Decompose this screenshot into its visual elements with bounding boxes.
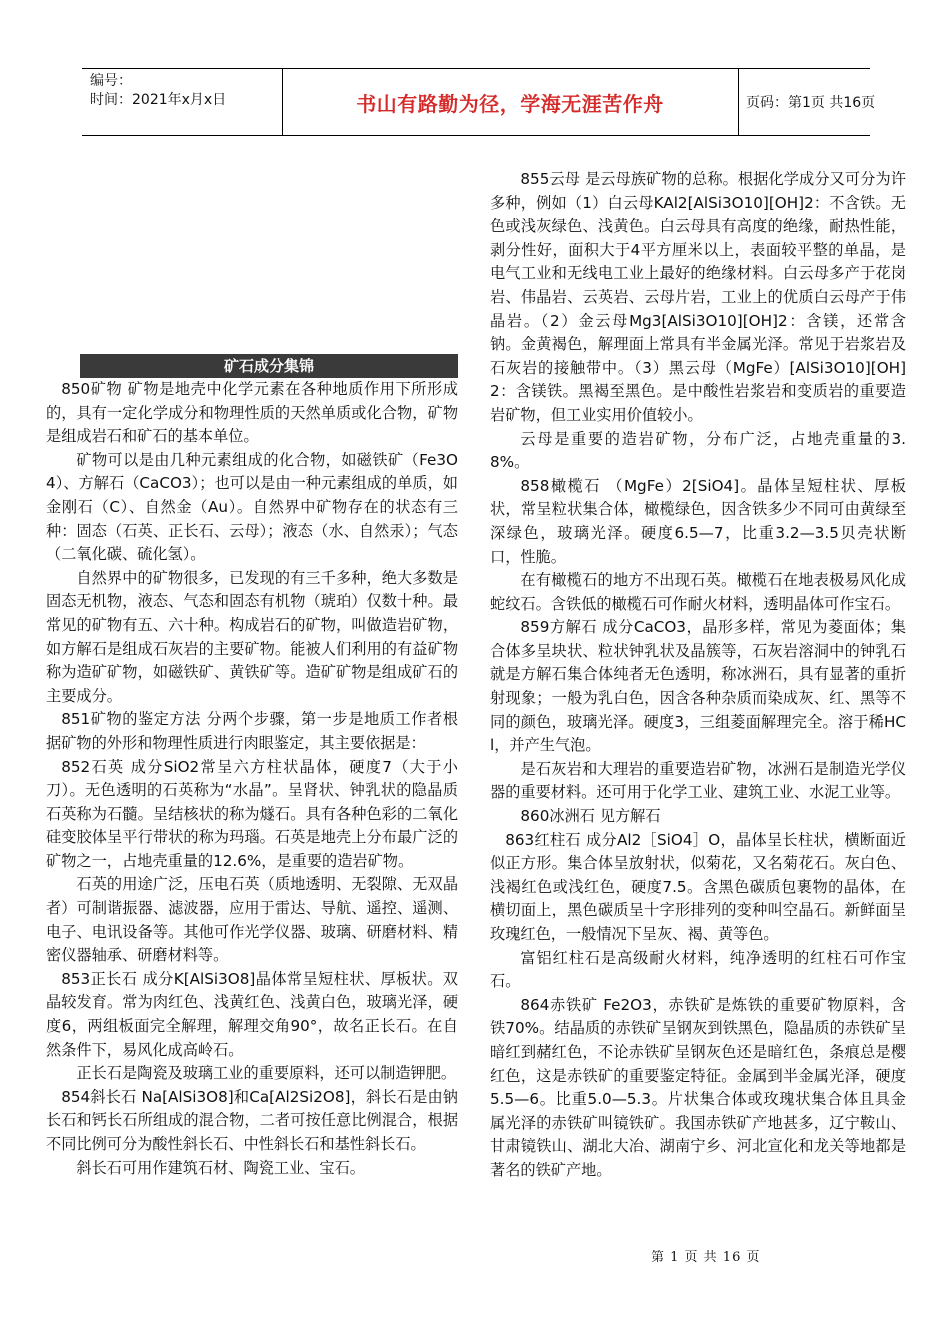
- paragraph: 853正长石 成分K[AlSi3O8]晶体常呈短柱状、厚板状。双晶较发育。常为肉红色、浅黄红色、浅黄白色，玻璃光泽，硬度6，两组板面完全解理，解理交角90°，故名正长石。在自然条件下，易风化成高岭石。: [46, 969, 458, 1059]
- paragraph: 855云母 是云母族矿物的总称。根据化学成分又可分为许多种，例如（1）白云母KAl2[AlSi3O10][OH]2：不含铁。无色或浅灰绿色、浅黄色。白云母具有高度的绝缘，耐热性能，剥分性好，面积大于4平方厘米以上，表面较平整的单晶，是电气工业和无线电工业上最好的绝缘材料。白云母多产于花岗岩、伟晶岩、云英岩、云母片岩，工业上的优质白云母产于伟晶岩。（2）金云母Mg3[AlSi3O10][OH]2：含镁，还常含钠。金黄褐色，解理面上常具有半金属光泽。常见于岩浆岩及石灰岩的接触带中。（3）黑云母（MgFe）[AlSi3O10][OH]2：含镁铁。黑褐至黑色。是中酸性岩浆岩和变质岩的重要造岩矿物，但工业实用价值较小。: [490, 170, 906, 424]
- paragraph: 859方解石 成分CaCO3，晶形多样，常见为菱面体；集合体多呈块状、粒状钟乳状及晶簇等，石灰岩溶洞中的钟乳石就是方解石集合体纯者无色透明，称冰洲石，具有显著的重折射现象；一般为乳白色，因含各种杂质而染成灰、红、黑等不同的颜色，玻璃光泽。硬度3，三组菱面解理完全。溶于稀HCl，并产生气泡。: [490, 618, 906, 755]
- paragraph: 863红柱石 成分Al2［SiO4］O，晶体呈长柱状，横断面近似正方形。集合体呈放射状，似菊花，又名菊花石。灰白色、浅褐红色或浅红色，硬度7.5。含黑色碳质包裹物的晶体，在横切面上，黑色碳质呈十字形排列的变种叫空晶石。新鲜面呈玫瑰红色，一般情况下呈灰、褐、黄等色。: [490, 830, 906, 943]
- header-motto-cell: [282, 69, 739, 135]
- paragraph: 854斜长石 Na[AlSi3O8]和Ca[Al2Si2O8]，斜长石是由钠长石和钙长石所组成的混合物，二者可按任意比例混合，根据不同比例可分为酸性斜长石、中性斜长石和基性斜长石。: [46, 1087, 458, 1153]
- paragraph: 正长石是陶瓷及玻璃工业的重要原料，还可以制造钾肥。: [76, 1064, 457, 1083]
- document-number: 编号：: [90, 73, 132, 89]
- paragraph: 斜长石可用作建筑石材、陶瓷工业、宝石。: [76, 1158, 365, 1177]
- page-header: [82, 68, 876, 136]
- header-page-code: 页码：第1页 共16页: [746, 95, 876, 111]
- left-column: [46, 378, 458, 1180]
- header-info-cell: [82, 69, 283, 135]
- paragraph: 858橄榄石 （MgFe）2[SiO4]。晶体呈短柱状、厚板状，常呈粒状集合体，橄榄绿色，因含铁多少不同可由黄绿至深绿色，玻璃光泽。硬度6.5—7，比重3.2—3.5贝壳状断口，性脆。: [490, 476, 906, 566]
- page-footer: 第 1 页 共 16 页: [651, 1250, 761, 1265]
- section-title-bar: [80, 354, 458, 378]
- paragraph: 云母是重要的造岩矿物，分布广泛，占地壳重量的3.8%。: [490, 429, 906, 472]
- paragraph: 850矿物 矿物是地壳中化学元素在各种地质作用下所形成的，具有一定化学成分和物理性质的天然单质或化合物，矿物是组成岩石和矿石的基本单位。: [46, 380, 458, 446]
- header-motto: 书山有路勤为径，学海无涯苦作舟: [356, 92, 664, 116]
- paragraph: 860冰洲石 见方解石: [520, 807, 661, 826]
- paragraph: 在有橄榄石的地方不出现石英。橄榄石在地表极易风化成蛇纹石。含铁低的橄榄石可作耐火材料，透明晶体可作宝石。: [490, 571, 906, 613]
- header-page-cell: [738, 69, 876, 135]
- paragraph: 是石灰岩和大理岩的重要造岩矿物，冰洲石是制造光学仪器的重要材料。还可用于化学工业、建筑工业、水泥工业等。: [490, 759, 906, 802]
- document-date: 时间：2021年x月x日: [90, 92, 227, 108]
- right-column: [490, 168, 906, 1183]
- paragraph: 矿物可以是由几种元素组成的化合物，如磁铁矿（Fe3O4）、方解石（CaCO3）；也可以是由一种元素组成的单质，如金刚石（C）、自然金（Au）。自然界中矿物存在的状态有三种：固态（石英、正长石、云母）；液态（水、自然汞）；气态（二氧化碳、硫化氢）。: [46, 450, 458, 564]
- paragraph: 851矿物的鉴定方法 分两个步骤，第一步是地质工作者根据矿物的外形和物理性质进行肉眼鉴定，其主要依据是：: [46, 710, 458, 752]
- paragraph: 富铝红柱石是高级耐火材料，纯净透明的红柱石可作宝石。: [490, 948, 906, 991]
- paragraph: 自然界中的矿物很多，已发现的有三千多种，绝大多数是固态无机物，液态、气态和固态有机物（琥珀）仅数十种。最常见的矿物有五、六十种。构成岩石的矿物，叫做造岩矿物，如方解石是组成石灰岩的主要矿物。能被人们利用的有益矿物称为造矿矿物，如磁铁矿、黄铁矿等。造矿矿物是组成矿石的主要成分。: [46, 568, 458, 705]
- paragraph: 852石英 成分SiO2常呈六方柱状晶体，硬度7（大于小刀）。无色透明的石英称为“水晶”。呈肾状、钟乳状的隐晶质石英称为石髓。呈结核状的称为燧石。具有各种色彩的二氧化硅变胶体呈平行带状的称为玛瑙。石英是地壳上分布最广泛的矿物之一，占地壳重量的12.6%，是重要的造岩矿物。: [46, 757, 458, 870]
- paragraph: 石英的用途广泛，压电石英（质地透明、无裂隙、无双晶者）可制谐振器、滤波器，应用于雷达、导航、遥控、遥测、电子、电讯设备等。其他可作光学仪器、玻璃、研磨材料、精密仪器轴承、研磨材料等。: [46, 875, 458, 965]
- paragraph: 864赤铁矿 Fe2O3，赤铁矿是炼铁的重要矿物原料，含铁70%。结晶质的赤铁矿呈钢灰到铁黑色，隐晶质的赤铁矿呈暗红到赭红色，不论赤铁矿呈钢灰色还是暗红色，条痕总是樱红色，这是赤铁矿的重要鉴定特征。金属到半金属光泽，硬度5.5—6。比重5.0—5.3。片状集合体或玫瑰状集合体且具金属光泽的赤铁矿叫镜铁矿。我国赤铁矿产地甚多，辽宁鞍山、甘肃镜铁山、湖北大冶、湖南宁乡、河北宣化和龙关等地都是著名的铁矿产地。: [490, 995, 906, 1179]
- section-title: 矿石成分集锦: [223, 357, 314, 375]
